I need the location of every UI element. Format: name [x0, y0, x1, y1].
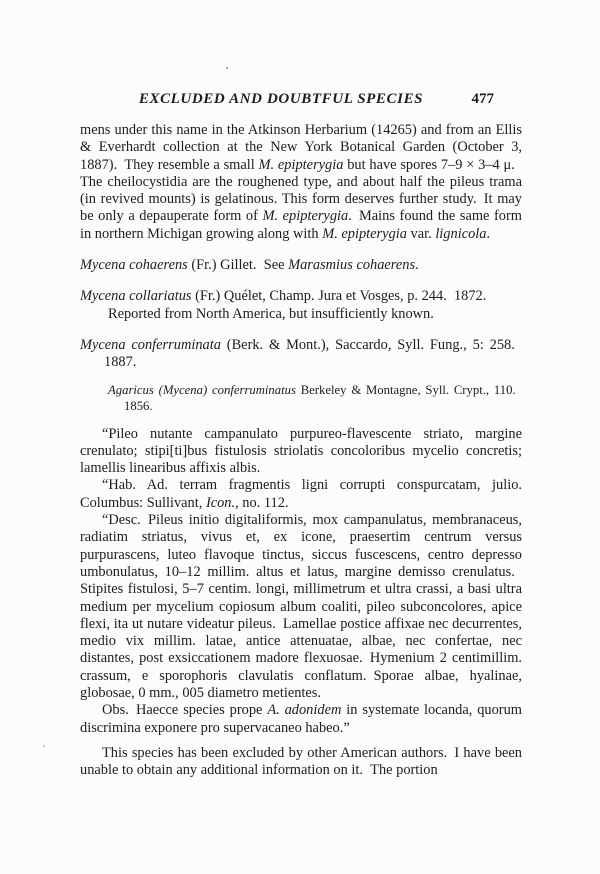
- entry-note-collariatus: [80, 306, 522, 323]
- text-segment: var.: [406, 225, 436, 242]
- text-segment: “Hab. Ad. terram fragmentis ligni corrupti conspurcatam, julio. Columbus: Sullivant,: [80, 477, 522, 511]
- latin-description-hab: [80, 477, 522, 512]
- text-segment: Reported from North America, but insufficiently known.: [108, 305, 434, 322]
- text-segment: (Fr.) Gillet. See: [187, 257, 289, 274]
- running-head: EXCLUDED AND DOUBTFUL SPECIES: [138, 91, 424, 107]
- text-segment: This species has been excluded by other American authors. I have been unable to obtain any additional information on it. The portion: [80, 744, 522, 779]
- italic-text-segment: Mycena conferruminata: [80, 336, 221, 353]
- italic-text-segment: A. adonidem: [267, 702, 342, 719]
- text-segment: “Pileo nutante campanulato purpureo-flavescente striato, margine crenulato; stipi[ti]bus fistulosis striolatis concoloribus mycelio concretis; lamellis linearibus affixis albis.: [80, 425, 522, 477]
- italic-text-segment: M. epipterygia: [258, 156, 344, 173]
- italic-text-segment: Agaricus (Mycena) conferruminatus: [108, 382, 296, 397]
- italic-text-segment: Mycena cohaerens: [80, 257, 188, 274]
- italic-text-segment: Marasmius cohaerens: [288, 257, 416, 274]
- latin-description-desc: [80, 512, 522, 702]
- page-header: [80, 91, 522, 110]
- species-entry-mycena-collariatus: [80, 288, 522, 305]
- print-speck: [226, 67, 228, 69]
- text-segment: Obs. Haecce species prope: [102, 702, 268, 719]
- page-number: 477: [471, 91, 494, 107]
- page-body: [80, 122, 522, 780]
- italic-text-segment: Icon.: [205, 494, 236, 511]
- closing-paragraph: [80, 745, 522, 780]
- text-segment: (Berk. & Mont.), Saccardo, Syll. Fung., 5: 258. 1887.: [104, 336, 522, 371]
- text-segment: “Desc. Pileus initio digitaliformis, mox campanulatus, membranaceus, radiatim striatus, vivus et, ex icone, praesertim centrum versus purpurascens, luteo flavoque tinctus, siccus fuscescens, centro depresso umbonulatus, 10–12 millim. altus et latus, margine demisso crenulatus. Stipites fistulosi, 5–7 centim. longi, millimetrum et ultra crassi, a basi ultra medium per mycelium copiosum album coaliti, pileo subconcolores, apice flexi, ita ut nutare videatur pileus. Lamellae postice affixae nec decurrentes, medio vix millim. latae, antice attenuatae, albae, nec confertae, nec distantes, post exsiccationem madore flexuosae. Hymenium 2 centimillim. crassum, e sporophoris clavulatis conflatum. Sporae albae, hyalinae, globosae, 0 mm., 005 diametro metientes.: [80, 512, 522, 702]
- italic-text-segment: lignicola: [435, 225, 487, 242]
- italic-text-segment: M. epipterygia: [262, 208, 349, 225]
- species-entry-mycena-conferruminata: [80, 337, 522, 372]
- text-segment: , no. 112.: [235, 494, 289, 511]
- species-entry-mycena-cohaerens: [80, 257, 522, 274]
- text-segment: in systemate locanda, quorum discrimina exponere pro supervacaneo habeo.”: [80, 702, 522, 736]
- italic-text-segment: Mycena collariatus: [80, 288, 192, 305]
- text-segment: Berkeley & Montagne, Syll. Crypt., 110. 1856.: [124, 382, 522, 413]
- text-segment: but have spores 7–9 × 3–4 μ. The cheilocystidia are the roughened type, and about half the pileus trama (in revived mounts) is gelatinous. This form deserves further study. It may be only a depauperate form of: [80, 156, 522, 225]
- text-segment: .: [415, 257, 419, 274]
- synonym-citation: [80, 382, 522, 414]
- text-segment: . Mains found the same form in northern Michigan growing along with: [80, 208, 522, 242]
- text-column: [80, 91, 522, 780]
- latin-description-obs: [80, 702, 522, 737]
- text-segment: .: [486, 225, 491, 242]
- text-segment: (Fr.) Quélet, Champ. Jura et Vosges, p. 244. 1872.: [191, 288, 487, 305]
- latin-description-pileo: [80, 426, 522, 478]
- print-speck: [43, 745, 45, 747]
- italic-text-segment: M. epipterygia: [322, 225, 407, 242]
- continuation-paragraph: [80, 122, 522, 243]
- text-segment: mens under this name in the Atkinson Herbarium (14265) and from an Ellis & Everhardt collection at the New York Botanical Garden (October 3, 1887). They resemble a small: [80, 122, 522, 173]
